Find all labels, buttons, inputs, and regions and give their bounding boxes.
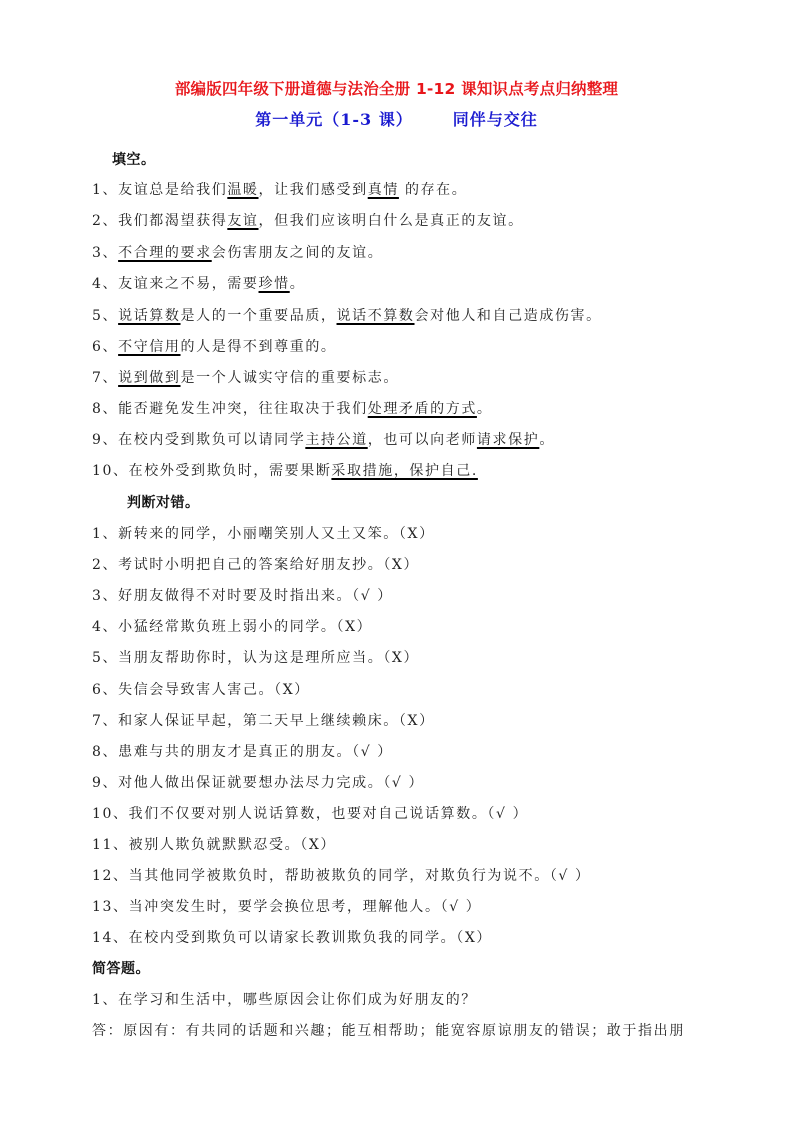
unit-name: 同伴与交往	[452, 110, 538, 129]
true-false-item	[92, 648, 419, 668]
blank-answer: 说到做到	[118, 370, 181, 386]
judgement-answer: （X）	[456, 930, 492, 947]
item-text: 的存在。	[398, 182, 468, 198]
true-false-item	[92, 866, 591, 886]
item-text: 6、	[92, 339, 119, 355]
statement-text: 3、好朋友做得不对时要及时指出来。	[92, 588, 353, 605]
section-heading-true-false: 判断对错。	[127, 495, 200, 511]
unit-title: 第一单元（1-3 课）	[255, 110, 413, 129]
item-text: 9、在校内受到欺负可以请同学	[92, 432, 306, 448]
fill-blank-item	[92, 430, 555, 450]
item-text: 8、能否避免发生冲突，往往取决于我们	[92, 401, 368, 417]
item-text: 是一个人诚实守信的重要标志。	[180, 370, 399, 386]
statement-text: 13、当冲突发生时，要学会换位思考，理解他人。	[92, 899, 441, 916]
statement-text: 9、对他人做出保证就要想办法尽力完成。	[92, 774, 384, 791]
true-false-item	[92, 742, 393, 762]
judgement-answer: （X）	[336, 619, 373, 636]
true-false-item	[92, 586, 393, 606]
statement-text: 1、新转来的同学，小丽嘲笑别人又土又笨。	[92, 526, 399, 542]
blank-answer: 友谊	[227, 213, 259, 229]
fill-blank-item	[92, 243, 383, 263]
blank-answer: 不合理的要求	[118, 245, 212, 261]
section-heading-fill-blank: 填空。	[112, 152, 156, 168]
true-false-item	[92, 897, 481, 917]
true-false-item	[92, 773, 424, 793]
statement-text: 4、小猛经常欺负班上弱小的同学。	[92, 619, 337, 636]
statement-text: 14、在校内受到欺负可以请家长教训欺负我的同学。	[92, 930, 457, 947]
item-text: 5、	[92, 308, 119, 324]
blank-answer: 珍惜	[258, 276, 290, 292]
statement-text: 12、当其他同学被欺负时，帮助被欺负的同学，对欺负行为说不。	[92, 868, 550, 885]
fill-blank-item	[92, 461, 478, 481]
item-text: ，让我们感受到	[258, 182, 368, 198]
statement-text: 6、失信会导致害人害己。	[92, 681, 275, 698]
fill-blank-item	[92, 399, 493, 419]
blank-answer: 真情	[367, 182, 399, 198]
item-text: 7、	[92, 370, 119, 386]
true-false-item	[92, 835, 336, 855]
item-text: 2、我们都渴望获得	[92, 213, 228, 229]
item-text: 。	[539, 432, 555, 448]
statement-text: 5、当朋友帮助你时，认为这是理所应当。	[92, 650, 384, 667]
item-text: 3、	[92, 245, 119, 261]
blank-answer: 处理矛盾的方式	[367, 401, 477, 417]
document-title: 部编版四年级下册道德与法治全册 1-12 课知识点考点归纳整理	[174, 80, 619, 98]
short-answer-question: 1、在学习和生活中，哪些原因会让你们成为好朋友的？	[92, 992, 477, 1008]
true-false-item	[92, 804, 528, 824]
item-text: ，但我们应该明白什么是真正的友谊。	[258, 213, 524, 229]
unit-heading	[0, 107, 793, 130]
true-false-item	[92, 711, 435, 731]
judgement-answer: （X）	[300, 837, 336, 853]
judgement-answer: （√ ）	[487, 805, 529, 822]
judgement-answer: （X）	[398, 712, 435, 729]
true-false-item	[92, 617, 372, 637]
item-text: 。	[289, 276, 306, 292]
fill-blank-item	[92, 180, 467, 200]
judgement-answer: （√ ）	[352, 743, 393, 760]
true-false-item	[92, 928, 492, 948]
blank-answer: 说话不算数	[336, 308, 415, 324]
item-text: 会伤害朋友之间的友谊。	[211, 245, 384, 261]
blank-answer: 采取措施，保护自己.	[331, 463, 478, 479]
section-heading-short-answer: 简答题。	[92, 961, 150, 977]
statement-text: 2、考试时小明把自己的答案给好朋友抄。	[92, 557, 384, 574]
judgement-answer: （X）	[383, 650, 420, 667]
blank-answer: 不守信用	[118, 339, 181, 355]
judgement-answer: （√ ）	[549, 868, 591, 885]
item-text: 4、友谊来之不易，需要	[92, 276, 259, 292]
judgement-answer: （X）	[398, 526, 435, 542]
statement-text: 7、和家人保证早起，第二天早上继续赖床。	[92, 712, 399, 729]
fill-blank-item	[92, 306, 602, 326]
fill-blank-item	[92, 368, 399, 388]
item-text: 10、在校外受到欺负时，需要果断	[92, 463, 332, 479]
item-text: 的人是得不到尊重的。	[180, 339, 337, 355]
judgement-answer: （√ ）	[440, 899, 482, 916]
item-text: 。	[476, 401, 493, 417]
judgement-answer: （X）	[383, 557, 420, 574]
blank-answer: 请求保护	[476, 432, 540, 448]
true-false-item	[92, 680, 310, 700]
item-text: ，也可以向老师	[367, 432, 477, 448]
fill-blank-item	[92, 211, 524, 231]
true-false-item	[92, 524, 435, 544]
statement-text: 8、患难与共的朋友才是真正的朋友。	[92, 743, 353, 760]
blank-answer: 主持公道	[305, 432, 368, 448]
item-text: 是人的一个重要品质，	[180, 308, 337, 324]
blank-answer: 温暖	[227, 182, 259, 198]
statement-text: 11、被别人欺负就默默忍受。	[92, 837, 301, 853]
fill-blank-item	[92, 337, 337, 357]
statement-text: 10、我们不仅要对别人说话算数，也要对自己说话算数。	[92, 805, 488, 822]
judgement-answer: （√ ）	[352, 588, 393, 605]
judgement-answer: （√ ）	[383, 774, 425, 791]
item-text: 会对他人和自己造成伤害。	[414, 308, 602, 324]
blank-answer: 说话算数	[118, 308, 181, 324]
item-text: 1、友谊总是给我们	[92, 182, 228, 198]
true-false-item	[92, 555, 419, 575]
fill-blank-item	[92, 274, 305, 294]
short-answer-answer: 答：原因有：有共同的话题和兴趣；能互相帮助；能宽容原谅朋友的错误；敢于指出朋	[92, 1023, 685, 1039]
judgement-answer: （X）	[274, 681, 310, 698]
